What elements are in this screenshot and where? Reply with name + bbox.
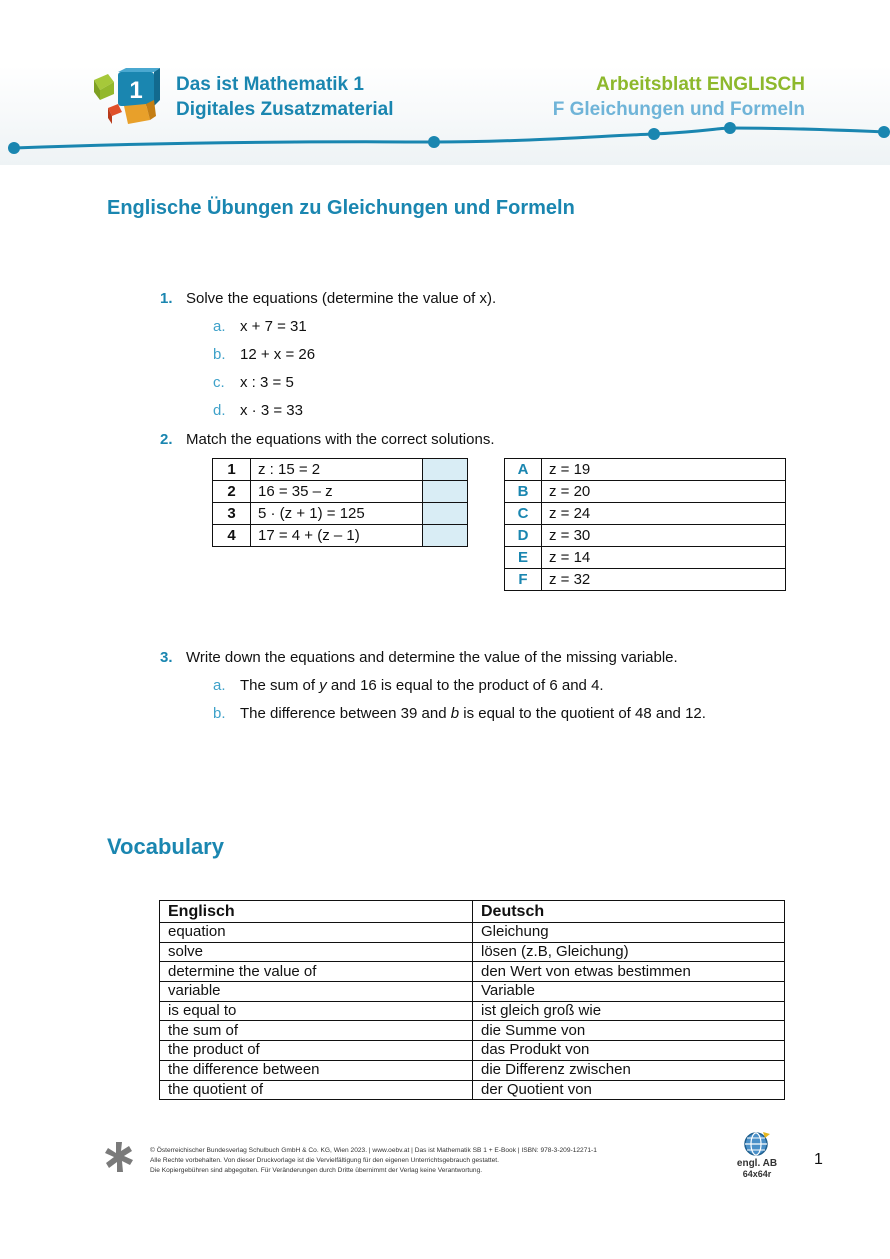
task-3-item-a: a. The sum of y and 16 is equal to the product of 6 and 4. <box>213 677 604 694</box>
table-row: the quotient of der Quotient von <box>160 1080 785 1100</box>
task-1-number: 1. <box>160 290 173 307</box>
table-header-row: Englisch Deutsch <box>160 901 785 923</box>
table-row: determine the value of den Wert von etwas bestimmen <box>160 962 785 982</box>
table-row: 1 z : 15 = 2 <box>213 459 468 481</box>
table-row: D z = 30 <box>505 525 786 547</box>
header-chapter: F Gleichungen und Formeln <box>552 99 805 120</box>
worksheet-title: Englische Übungen zu Gleichungen und Formeln <box>107 197 575 219</box>
task-3-text: Write down the equations and determine the value of the missing variable. <box>186 649 678 666</box>
vocabulary-table <box>159 900 785 1100</box>
answer-box[interactable] <box>423 503 468 525</box>
task-1 <box>160 290 496 307</box>
english-worksheet-badge <box>733 1130 781 1180</box>
answer-box[interactable] <box>423 481 468 503</box>
answer-box[interactable] <box>423 525 468 547</box>
task-1-item: a. x + 7 = 31 <box>213 318 307 335</box>
page-number: 1 <box>814 1151 823 1168</box>
task-1-text: Solve the equations (determine the value of x). <box>186 290 497 307</box>
task-3-number: 3. <box>160 649 173 666</box>
table-row: C z = 24 <box>505 503 786 525</box>
table-row: E z = 14 <box>505 547 786 569</box>
header-product-title: Das ist Mathematik 1 <box>176 74 364 95</box>
table-row: B z = 20 <box>505 481 786 503</box>
task-1-item: b. 12 + x = 26 <box>213 346 316 363</box>
logo-digit: 1 <box>129 77 143 104</box>
task-3 <box>160 649 678 666</box>
equations-table <box>212 458 468 547</box>
task-2-text: Match the equations with the correct solutions. <box>186 431 495 448</box>
table-row: equation Gleichung <box>160 923 785 943</box>
table-row: solve lösen (z.B, Gleichung) <box>160 942 785 962</box>
table-row: the product of das Produkt von <box>160 1041 785 1061</box>
task-2 <box>160 431 495 448</box>
table-row: 3 5 · (z + 1) = 125 <box>213 503 468 525</box>
header-worksheet-type: Arbeitsblatt ENGLISCH <box>595 74 805 95</box>
footer-copyright: © Österreichischer Bundesverlag Schulbuch GmbH & Co. KG, Wien 2023. | www.oebv.at | Das ist Mathematik SB 1 + E-Book | ISBN: 978-3-209-12271-1 Alle Rechte vorbehalten. Von dieser Druckvorlage ist die Vervielfältigung für den eigenen Unterrichtsgebrauch gestattet. Die Kopiergebühren sind abgegolten. Für Veränderungen durch Dritte übernimmt der Verlag keine Verantwortung. <box>150 1147 597 1174</box>
answer-box[interactable] <box>423 459 468 481</box>
table-row: the sum of die Summe von <box>160 1021 785 1041</box>
task-1-item: c. x : 3 = 5 <box>213 374 294 391</box>
header-wave-line <box>0 110 890 160</box>
task-2-number: 2. <box>160 431 173 448</box>
table-row: 4 17 = 4 + (z – 1) <box>213 525 468 547</box>
badge-label: engl. AB <box>736 1158 778 1169</box>
table-row: is equal to ist gleich groß wie <box>160 1001 785 1021</box>
table-row: F z = 32 <box>505 569 786 591</box>
table-row: the difference between die Differenz zwischen <box>160 1060 785 1080</box>
header-product-subtitle: Digitales Zusatzmaterial <box>176 99 394 120</box>
badge-size: 64x64r <box>742 1169 772 1179</box>
solutions-table <box>504 458 786 591</box>
publisher-logo-icon <box>104 1142 134 1174</box>
task-3-item-b: b. The difference between 39 and b is equal to the quotient of 48 and 12. <box>213 705 706 722</box>
table-row: 2 16 = 35 – z <box>213 481 468 503</box>
table-row: A z = 19 <box>505 459 786 481</box>
task-1-item: d. x · 3 = 33 <box>213 402 303 419</box>
table-row: variable Variable <box>160 982 785 1002</box>
globe-icon <box>743 1130 771 1158</box>
vocabulary-heading: Vocabulary <box>107 834 224 859</box>
